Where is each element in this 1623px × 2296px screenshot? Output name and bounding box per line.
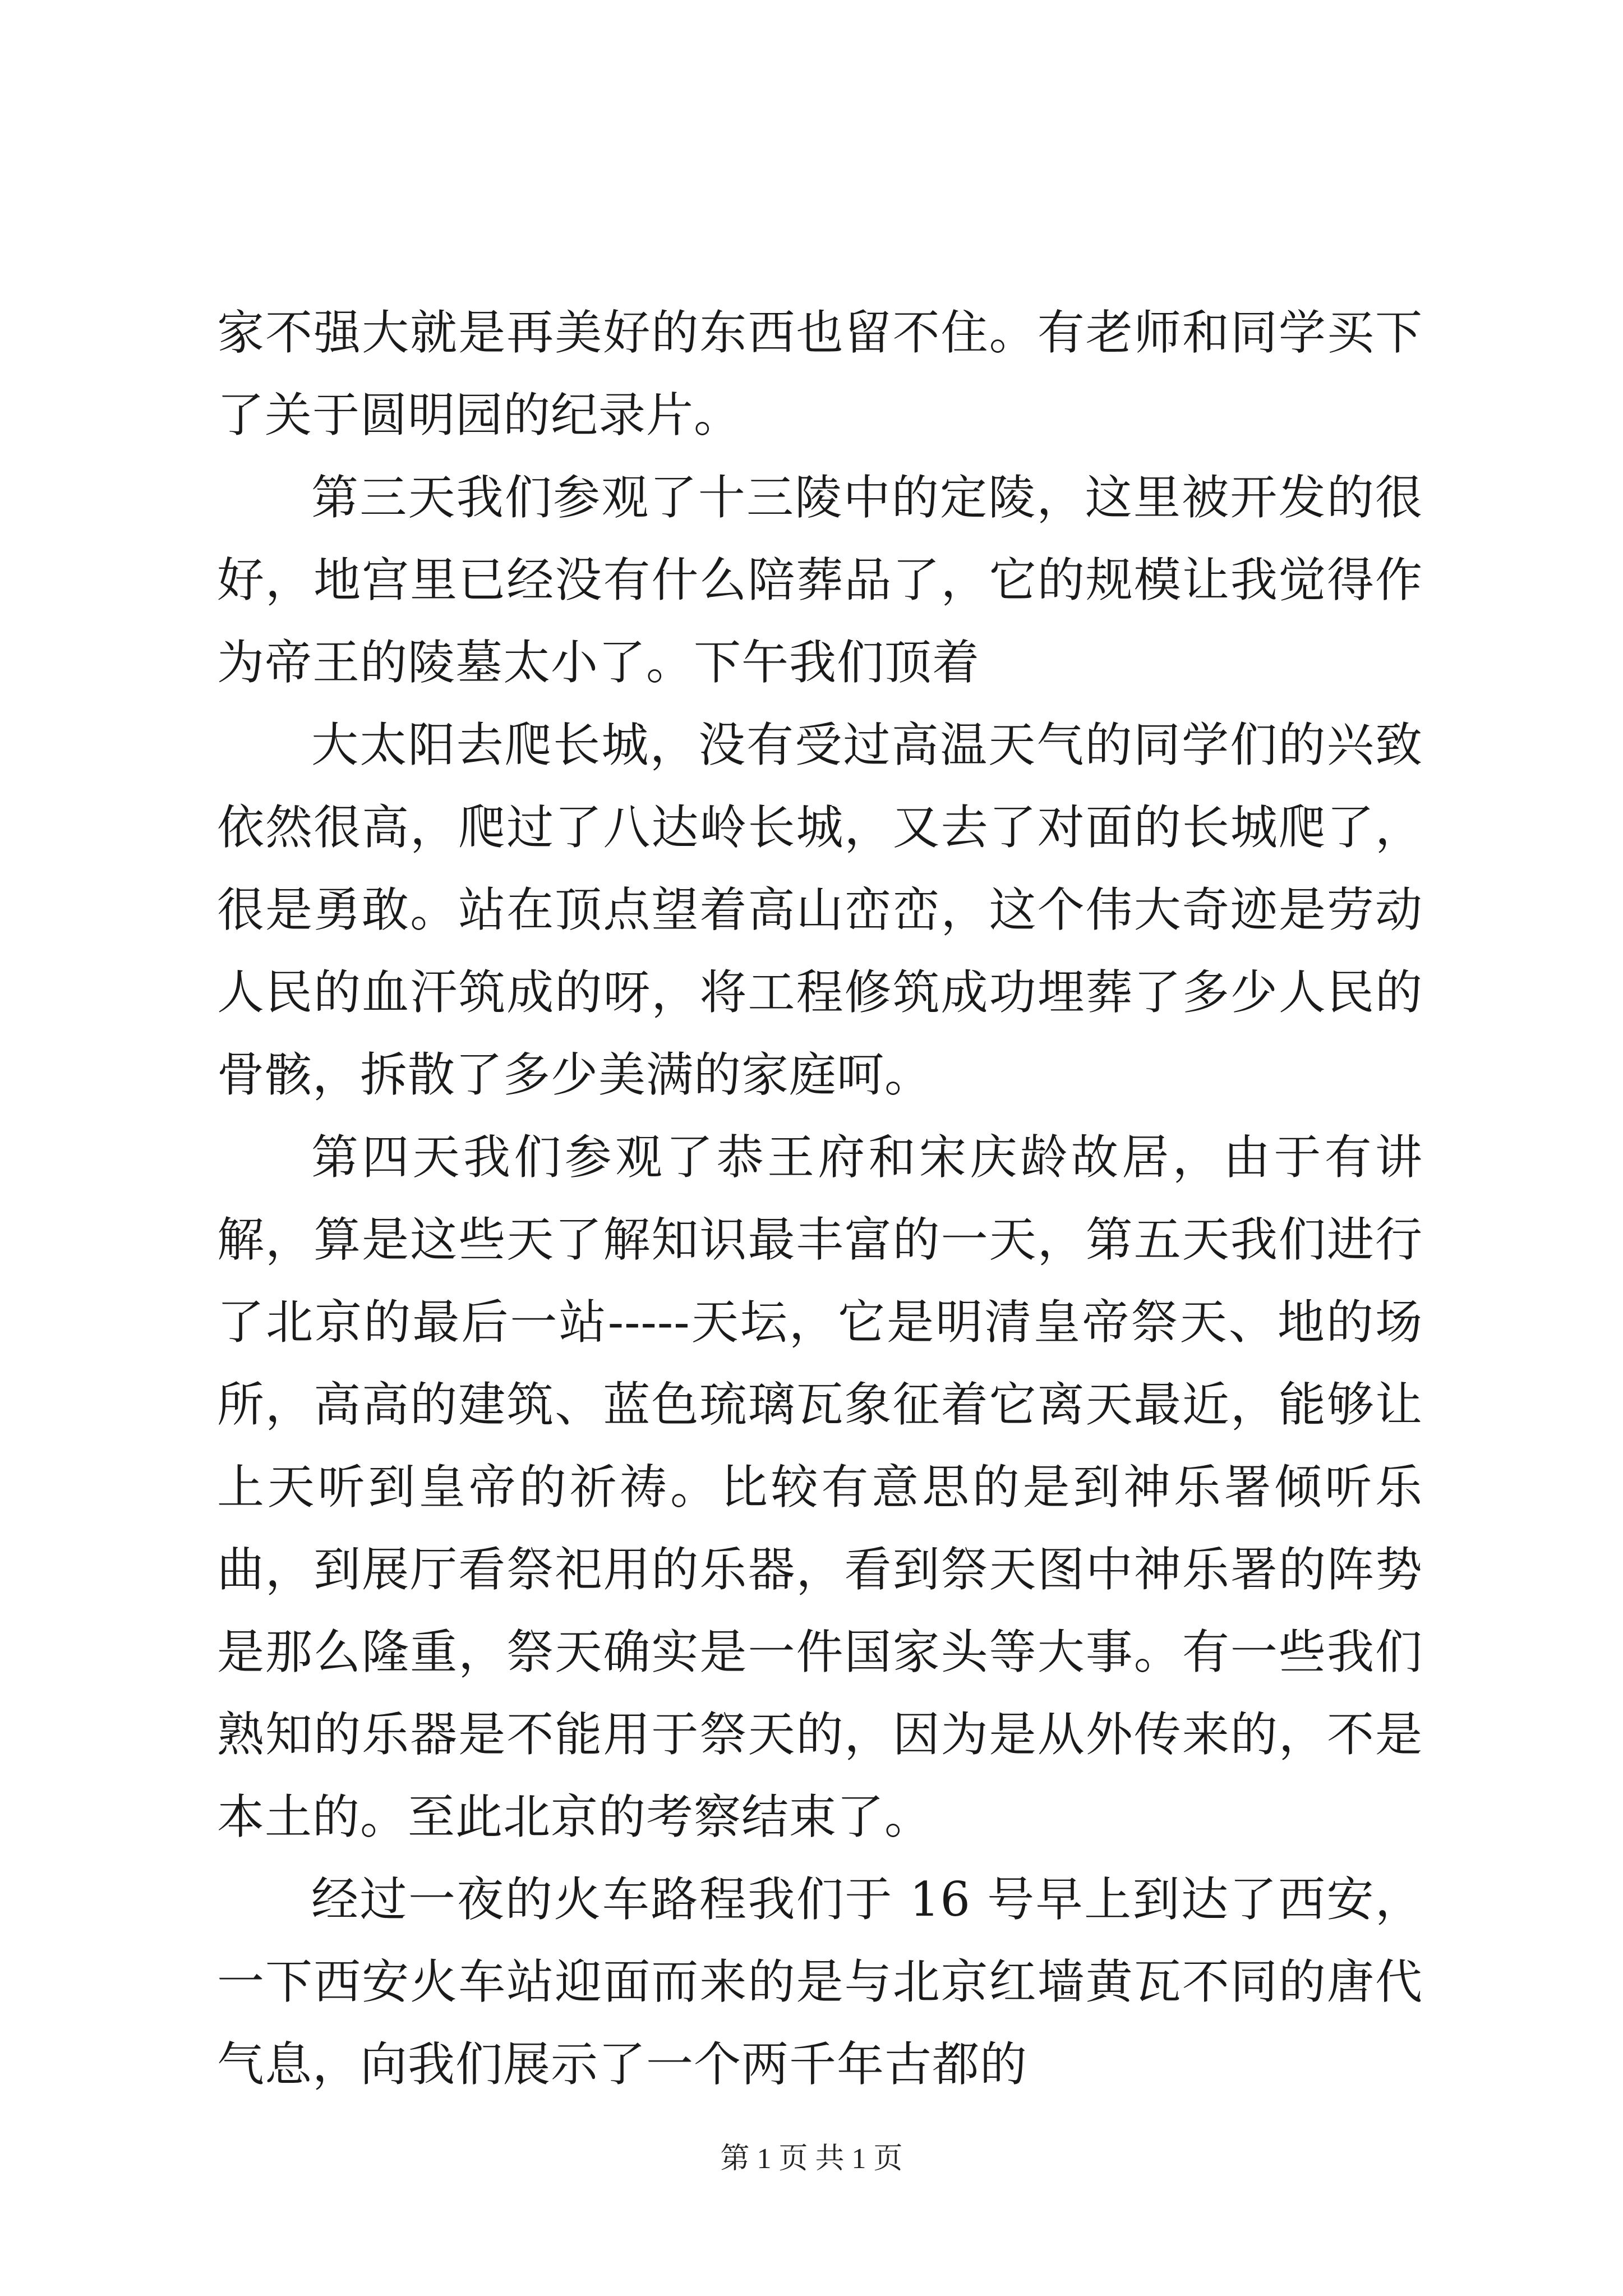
paragraph-5: 经过一夜的火车路程我们于 16 号早上到达了西安，一下西安火车站迎面而来的是与北京红墙黄瓦不同的唐代气息，向我们展示了一个两千年古都的 <box>217 1872 1423 2092</box>
page-footer: 第 1 页 共 1 页 <box>720 2143 903 2175</box>
paragraph-2: 第三天我们参观了十三陵中的定陵，这里被开发的很好，地宫里已经没有什么陪葬品了，它的规模让我觉得作为帝王的陵墓太小了。下午我们顶着 <box>217 470 1423 690</box>
paragraph-1: 家不强大就是再美好的东西也留不住。有老师和同学买下了关于圆明园的纪录片。 <box>217 305 1423 443</box>
paragraph-4: 第四天我们参观了恭王府和宋庆龄故居，由于有讲解，算是这些天了解知识最丰富的一天，第五天我们进行了北京的最后一站-----天坛，它是明清皇帝祭天、地的场所，高高的建筑、蓝色琉璃瓦象征着它离天最近，能够让上天听到皇帝的祈祷。比较有意思的是到神乐署倾听乐曲，到展厅看祭祀用的乐器，看到祭天图中神乐署的阵势是那么隆重，祭天确实是一件国家头等大事。有一些我们熟知的乐器是不能用于祭天的，因为是从外传来的，不是本土的。至此北京的考察结束了。 <box>217 1130 1423 1844</box>
document-body <box>217 292 1423 2106</box>
paragraph-3: 大太阳去爬长城，没有受过高温天气的同学们的兴致依然很高，爬过了八达岭长城，又去了对面的长城爬了，很是勇敢。站在顶点望着高山峦峦，这个伟大奇迹是劳动人民的血汗筑成的呀，将工程修筑成功埋葬了多少人民的骨骸，拆散了多少美满的家庭呵。 <box>217 717 1423 1102</box>
